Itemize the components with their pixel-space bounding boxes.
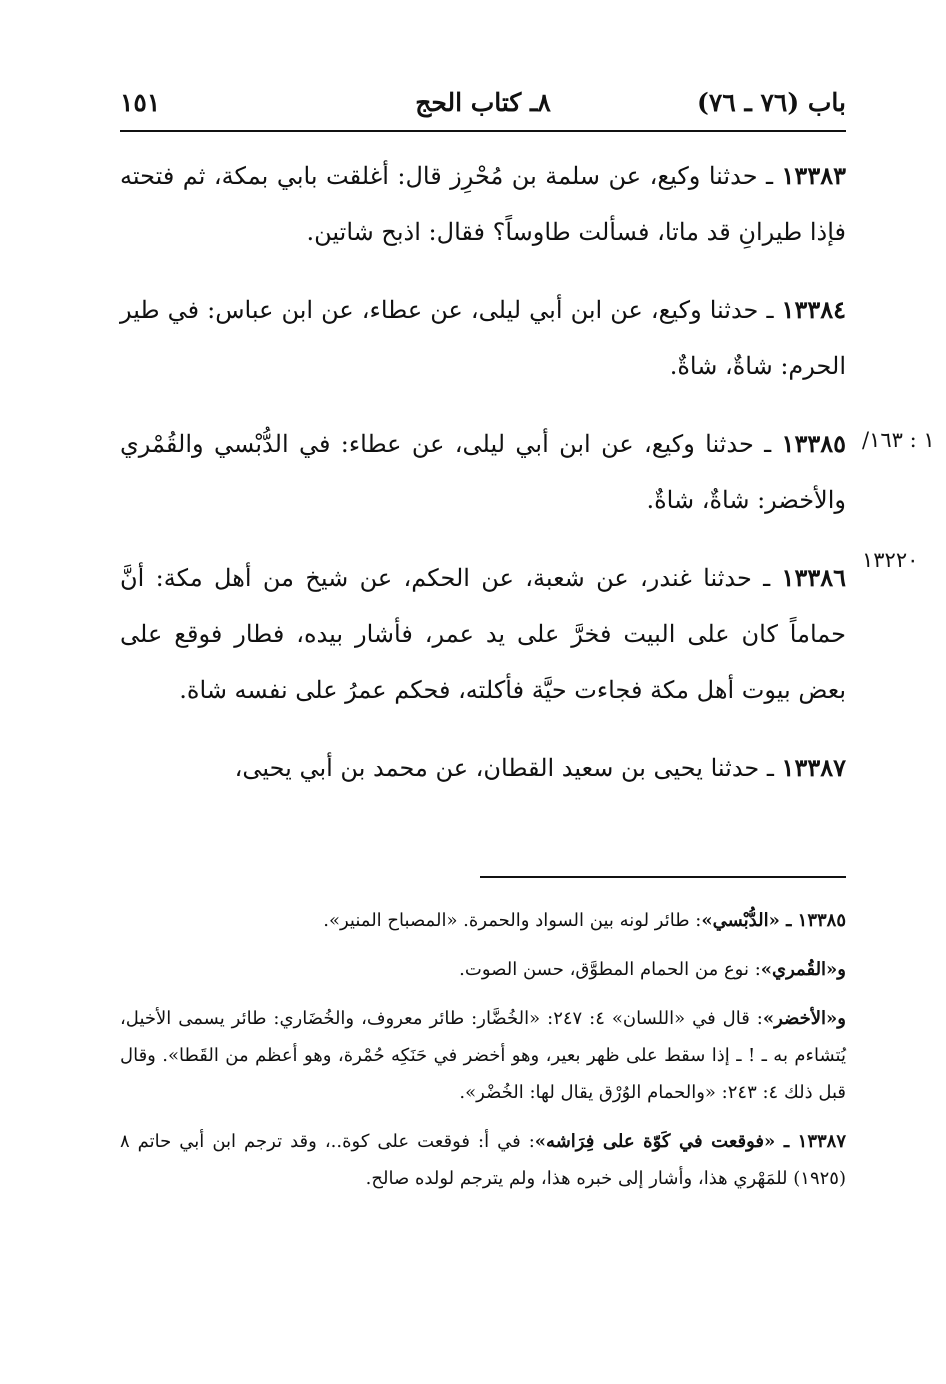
footnote-text: : قال في «اللسان» ٤: ٢٤٧: «الخُضَّار: طائر معروف، والخُضَاري: طائر يسمى الأخيل، يُتشاءم به ـ ! ـ إذا سقط على ظهر بعير، وهو أخضر في حَنَكِه حُمْرة، وهو أعظم من القَطا». وقال قبل ذلك ٤: ٢٤٣: «والحمام الوُرْق يقال لها: الخُضْر».: [120, 1008, 846, 1103]
footnote-text: : طائر لونه بين السواد والحمرة. «المصباح المنير».: [323, 910, 702, 931]
margin-note-cross-reference: ١٣٢٢٠: [862, 548, 919, 572]
footnotes: [120, 902, 846, 1209]
hadith-text: ـ حدثنا يحيى بن سعيد القطان، عن محمد بن أبي يحيى،: [234, 754, 774, 782]
footnote-lead: و«القُمري»: [760, 959, 846, 980]
footnote-lead: ١٣٣٨٥ ـ «الدُّبْسي»: [701, 910, 846, 931]
hadith-number: ١٣٣٨٦: [781, 563, 846, 592]
hadith-text: ـ حدثنا وكيع، عن ابن أبي ليلى، عن عطاء: في الدُّبْسي والقُمْري والأخضر: شاةٌ، شاةٌ.: [120, 430, 846, 514]
hadith-13387: [120, 740, 846, 796]
hadith-13384: [120, 282, 846, 394]
page-number: ١٥١: [120, 88, 161, 117]
footnote-lead: ١٣٣٨٧ ـ «فوقعت في كَوّة على فِرَاشه»: [534, 1131, 847, 1152]
book-title: ٨ـ كتاب الحج: [415, 88, 551, 117]
footnote-text: : نوع من الحمام المطوَّق، حسن الصوت.: [459, 959, 761, 980]
footnote-text: : في أ: فوقعت على كوة..، وقد ترجم ابن أبي حاتم ٨ (١٩٢٥) للمَهْري هذا، وأشار إلى خبره هذا، ولم يترجم لولده صالح.: [120, 1131, 846, 1189]
footnote-qumri: [120, 951, 846, 988]
hadith-13383: [120, 148, 846, 260]
header-rule: [120, 130, 846, 132]
margin-note-volume-page: /١ : ١٦٣: [862, 428, 935, 452]
hadith-13385: [120, 416, 846, 528]
chapter-heading: باب (٧٦ ـ ٧٦): [697, 88, 846, 117]
hadith-number: ١٣٣٨٥: [781, 429, 846, 458]
hadith-13386: [120, 550, 846, 718]
hadith-text: ـ حدثنا وكيع، عن سلمة بن مُحْرِز قال: أغلقت بابي بمكة، ثم فتحته فإذا طيرانِ قد ماتا، فسألت طاوساً؟ فقال: اذبح شاتين.: [120, 162, 846, 246]
main-text: [120, 148, 846, 818]
footnote-dubsi: [120, 902, 846, 939]
footnote-rule: [480, 876, 846, 878]
hadith-text: ـ حدثنا غندر، عن شعبة، عن الحكم، عن شيخ من أهل مكة: أنَّ حماماً كان على البيت فخرَّ على يد عمر، فأشار بيده، فطار فوقع على بعض بيوت أهل مكة فجاءت حيَّة فأكلته، فحكم عمرُ على نفسه شاة.: [120, 564, 846, 704]
hadith-text: ـ حدثنا وكيع، عن ابن أبي ليلى، عن عطاء، عن ابن عباس: في طير الحرم: شاةٌ، شاةٌ.: [120, 296, 846, 380]
hadith-number: ١٣٣٨٤: [781, 295, 846, 324]
running-header: [120, 82, 846, 122]
hadith-number: ١٣٣٨٣: [781, 161, 846, 190]
footnote-lead: و«الأخضر»: [762, 1008, 846, 1029]
footnote-13387: [120, 1123, 846, 1197]
hadith-number: ١٣٣٨٧: [781, 753, 846, 782]
footnote-akhdar: [120, 1000, 846, 1111]
